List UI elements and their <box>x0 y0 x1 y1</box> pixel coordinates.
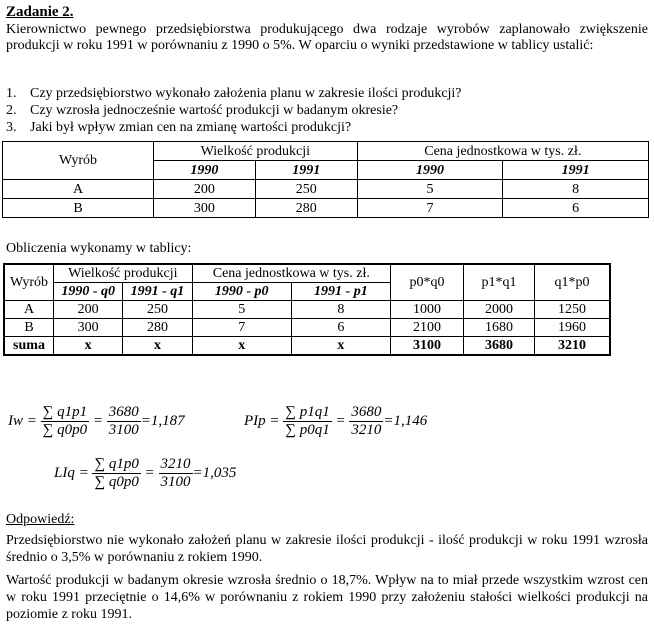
table-row: B 300 280 7 6 <box>3 199 649 218</box>
header-p1q1: p1*q1 <box>464 264 535 301</box>
formula-iq: LIq = $\frac{\sum q1p0}{\sum q0p0}$ = $\frac{3210}{3100}$ =1,035 <box>54 456 237 490</box>
header-q1p0: q1*p0 <box>535 264 611 301</box>
sum-row: suma x x x x 3100 3680 3210 <box>4 337 610 356</box>
question-3: 3. Jaki był wpływ zmian cen na zmianę wartości produkcji? <box>6 120 352 135</box>
data-table <box>2 141 649 218</box>
header-volume: Wielkość produkcji <box>154 142 358 161</box>
answer-label: Odpowiedź: <box>6 512 75 527</box>
header-year: 1990 <box>154 161 256 180</box>
header-volume: Wielkość produkcji <box>54 264 193 283</box>
header-sub: 1991 - p1 <box>291 283 390 301</box>
question-1: 1. Czy przedsiębiorstwo wykonało założenia planu w zakresie ilości produkcji? <box>6 86 462 101</box>
table-row: A 200 250 5 8 1000 2000 1250 <box>4 301 610 319</box>
header-year: 1991 <box>503 161 649 180</box>
table-row: A 200 250 5 8 <box>3 180 649 199</box>
formula-ip: PIp = $\frac{\sum p1q1}{\sum p0q1}$ = $\frac{3680}{3210}$ =1,146 <box>244 404 428 438</box>
task-title: Zadanie 2. <box>6 4 74 20</box>
header-year: 1990 <box>357 161 503 180</box>
task-intro: Kierownictwo pewnego przedsiębiorstwa produkującego dwa rodzaje wyrobów zaplanowało zwiększenie produkcji w roku 1991 w porównaniu z 1990 o 5%. W oparciu o wyniki przedstawione w tablicy ustalić: <box>6 22 648 53</box>
table-row: B 300 280 7 6 2100 1680 1960 <box>4 319 610 337</box>
header-sub: 1990 - q0 <box>54 283 123 301</box>
calc-table <box>3 263 611 356</box>
calc-intro: Obliczenia wykonamy w tablicy: <box>6 241 192 256</box>
formula-iw: Iw = $\frac{\sum q1p1}{\sum q0p0}$ = $\frac{3680}{3100}$ =1,187 <box>8 404 185 438</box>
question-2: 2. Czy wzrosła jednocześnie wartość produkcji w badanym okresie? <box>6 103 399 118</box>
answer-2: Wartość produkcji w badanym okresie wzrosła średnio o 18,7%. Wpływ na to miał przede wszystkim wzrost cen w roku 1991 przeciętnie o 14,6% w porównaniu z rokiem 1990 przy założeniu stałości wielkości produkcji na poziomie z roku 1991. <box>6 573 648 622</box>
header-price: Cena jednostkowa w tys. zł. <box>357 142 648 161</box>
header-product: Wyrób <box>3 142 154 180</box>
header-product: Wyrób <box>4 264 54 301</box>
header-sub: 1990 - p0 <box>192 283 291 301</box>
header-sub: 1991 - q1 <box>123 283 192 301</box>
header-p0q0: p0*q0 <box>391 264 464 301</box>
answer-1: Przedsiębiorstwo nie wykonało założeń planu w zakresie ilości produkcji - ilość produkcji w roku 1991 wzrosła średnio o 3,5% w porównaniu z rokiem 1990. <box>6 533 648 565</box>
header-year: 1991 <box>255 161 357 180</box>
header-price: Cena jednostkowa w tys. zł. <box>192 264 390 283</box>
